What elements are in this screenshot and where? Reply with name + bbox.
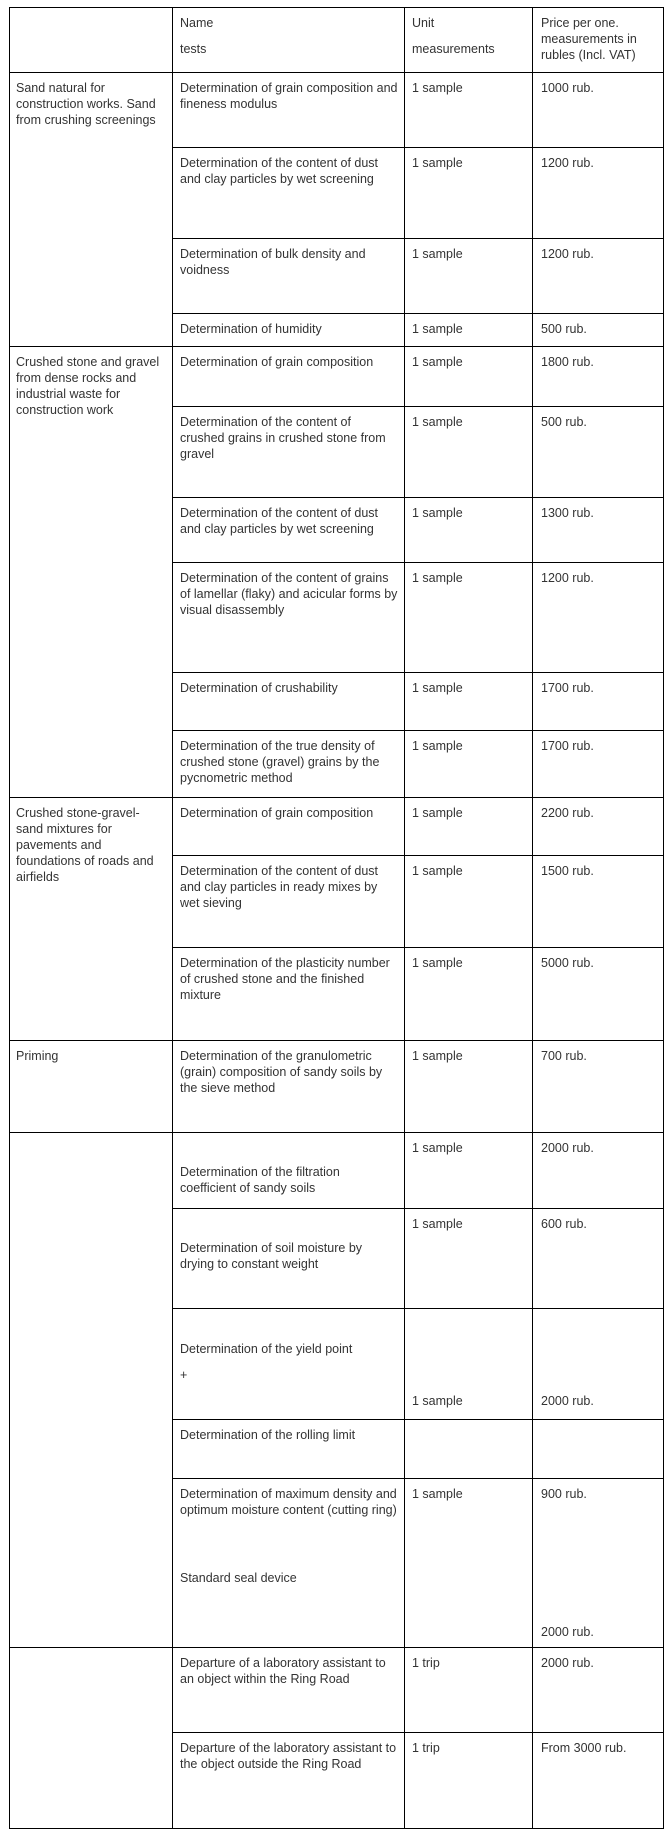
price-cell: 2200 rub.	[541, 806, 594, 820]
row-divider	[172, 730, 664, 731]
price-cell: 2000 rub.	[541, 1141, 594, 1155]
unit-cell: 1 sample	[412, 506, 463, 520]
unit-cell: 1 sample	[412, 864, 463, 878]
price-cell: 600 rub.	[541, 1217, 587, 1231]
unit-cell: 1 sample	[412, 156, 463, 170]
category-label: Crushed stone-gravel-sand mixtures for pavements and foundations of roads and airfields	[16, 806, 154, 884]
unit-cell: 1 sample	[412, 1487, 463, 1501]
unit-cell: 1 sample	[412, 1049, 463, 1063]
test-name: Determination of bulk density and voidness	[180, 247, 366, 277]
header-divider	[9, 72, 664, 73]
test-name: Determination of maximum density and optimum moisture content (cutting ring)	[180, 1487, 397, 1517]
test-name: Determination of crushability	[180, 681, 338, 695]
row-divider	[172, 672, 664, 673]
test-name: Determination of grain composition and fineness modulus	[180, 81, 398, 111]
price-cell: 1000 rub.	[541, 81, 594, 95]
column-divider-2	[404, 7, 405, 1829]
category-label: Crushed stone and gravel from dense rocks and industrial waste for construction work	[16, 355, 160, 417]
unit-cell: 1 sample	[412, 806, 463, 820]
price-cell: 1800 rub.	[541, 355, 594, 369]
unit-cell: 1 sample	[412, 415, 463, 429]
row-divider	[172, 855, 664, 856]
test-name: Departure of the laboratory assistant to the object outside the Ring Road	[180, 1741, 397, 1771]
test-name: Determination of the content of dust and clay particles by wet screening	[180, 156, 379, 186]
row-divider	[172, 147, 664, 148]
table-border-right	[663, 7, 664, 1829]
test-name: Determination of the content of dust and clay particles by wet screening	[180, 506, 379, 536]
test-name: Determination of the filtration coefficient of sandy soils	[180, 1165, 340, 1195]
row-divider	[172, 1419, 664, 1420]
test-name: Determination of grain composition	[180, 355, 374, 369]
unit-cell: 1 sample	[412, 571, 463, 585]
price-cell: 900 rub.	[541, 1487, 587, 1501]
price-cell: From 3000 rub.	[541, 1741, 627, 1755]
test-name: Determination of the rolling limit	[180, 1428, 356, 1442]
table-border-top	[9, 7, 664, 8]
unit-cell: 1 sample	[412, 322, 463, 336]
test-name-extra: +	[180, 1368, 188, 1382]
row-divider	[172, 1478, 664, 1479]
row-divider	[172, 238, 664, 239]
price-cell: 1200 rub.	[541, 571, 594, 585]
row-divider	[172, 947, 664, 948]
test-name: Determination of the plasticity number of crushed stone and the finished mixture	[180, 956, 390, 1002]
price-cell: 500 rub.	[541, 415, 587, 429]
row-divider	[172, 313, 664, 314]
test-name: Determination of the content of crushed grains in crushed stone from gravel	[180, 415, 386, 461]
table-border-bottom	[9, 1828, 664, 1829]
test-name: Departure of a laboratory assistant to an object within the Ring Road	[180, 1656, 386, 1686]
header-unit-line1: Unit	[412, 16, 435, 30]
test-name: Determination of grain composition	[180, 806, 374, 820]
unit-cell: 1 sample	[412, 355, 463, 369]
table-border-left	[9, 7, 10, 1829]
row-divider	[172, 1308, 664, 1309]
price-table	[9, 7, 664, 1829]
price-cell: 1300 rub.	[541, 506, 594, 520]
header-name-line1: Name	[180, 16, 214, 30]
row-divider	[172, 1208, 664, 1209]
row-divider	[172, 406, 664, 407]
row-divider	[172, 497, 664, 498]
test-name: Determination of the yield point	[180, 1342, 353, 1356]
unit-cell: 1 trip	[412, 1741, 440, 1755]
row-divider	[172, 562, 664, 563]
unit-cell: 1 sample	[412, 247, 463, 261]
price-cell: 5000 rub.	[541, 956, 594, 970]
price-cell-extra: 2000 rub.	[541, 1625, 594, 1639]
header-name-line2: tests	[180, 42, 207, 56]
price-cell: 2000 rub.	[541, 1394, 594, 1408]
test-name: Determination of humidity	[180, 322, 322, 336]
unit-cell: 1 sample	[412, 739, 463, 753]
test-name-extra: Standard seal device	[180, 1571, 297, 1585]
price-cell: 1700 rub.	[541, 681, 594, 695]
price-cell: 1200 rub.	[541, 247, 594, 261]
unit-cell: 1 trip	[412, 1656, 440, 1670]
group-divider	[9, 1647, 664, 1648]
price-cell: 1700 rub.	[541, 739, 594, 753]
test-name: Determination of soil moisture by drying to constant weight	[180, 1241, 363, 1271]
unit-cell: 1 sample	[412, 681, 463, 695]
row-divider	[172, 1732, 664, 1733]
unit-cell: 1 sample	[412, 956, 463, 970]
test-name: Determination of the granulometric (grain) composition of sandy soils by the sieve method	[180, 1049, 383, 1095]
category-label: Sand natural for construction works. Sand from crushing screenings	[16, 81, 156, 127]
header-unit-line2: measurements	[412, 42, 495, 56]
unit-cell: 1 sample	[412, 1141, 463, 1155]
price-cell: 700 rub.	[541, 1049, 587, 1063]
header-price: Price per one. measurements in rubles (Incl. VAT)	[541, 16, 637, 62]
test-name: Determination of the true density of crushed stone (gravel) grains by the pycnometric method	[180, 739, 380, 785]
price-cell: 2000 rub.	[541, 1656, 594, 1670]
unit-cell: 1 sample	[412, 1394, 463, 1408]
column-divider-1	[172, 7, 173, 1829]
unit-cell: 1 sample	[412, 1217, 463, 1231]
category-label: Priming	[16, 1049, 59, 1063]
unit-cell: 1 sample	[412, 81, 463, 95]
group-divider	[9, 1132, 664, 1133]
column-divider-3	[532, 7, 533, 1829]
test-name: Determination of the content of grains of lamellar (flaky) and acicular forms by visual disassembly	[180, 571, 398, 617]
test-name: Determination of the content of dust and clay particles in ready mixes by wet sieving	[180, 864, 379, 910]
price-cell: 1500 rub.	[541, 864, 594, 878]
price-cell: 500 rub.	[541, 322, 587, 336]
group-divider	[9, 797, 664, 798]
group-divider	[9, 1040, 664, 1041]
group-divider	[9, 346, 664, 347]
price-cell: 1200 rub.	[541, 156, 594, 170]
